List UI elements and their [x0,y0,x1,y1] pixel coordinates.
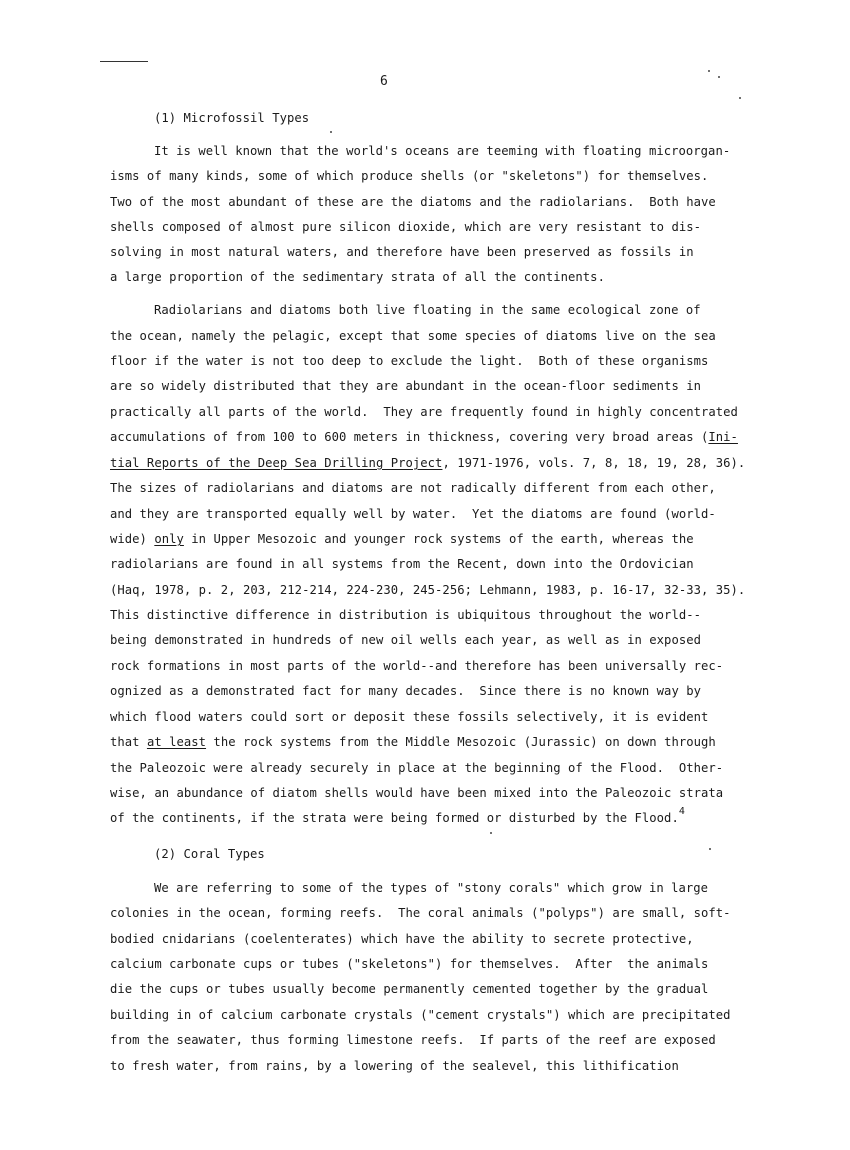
paragraph-line: Radiolarians and diatoms both live floating in the same ecological zone of [154,303,701,317]
scan-speck [718,76,720,78]
paragraph-line: It is well known that the world's oceans are teeming with floating microorgan- [154,144,731,158]
paragraph-line: floor if the water is not too deep to exclude the light. Both of these organisms [110,354,709,368]
paragraph-line: (Haq, 1978, p. 2, 203, 212-214, 224-230, 245-256; Lehmann, 1983, p. 16-17, 32-33, 35). [110,583,746,597]
text-run: the rock systems from the Middle Mesozoic (Jurassic) on down through [206,735,716,749]
text-run: , 1971-1976, vols. 7, 8, 18, 19, 28, 36). [442,456,746,470]
header-rule [100,61,148,62]
paragraph-line: radiolarians are found in all systems from the Recent, down into the Ordovician [110,557,694,571]
text-run: in Upper Mesozoic and younger rock systems of the earth, whereas the [183,532,694,546]
paragraph-line: The sizes of radiolarians and diatoms are not radically different from each other, [110,481,716,495]
paragraph-line: building in of calcium carbonate crystals ("cement crystals") which are precipitated [110,1008,731,1022]
text-run: accumulations of from 100 to 600 meters in thickness, covering very broad areas ( [110,430,709,444]
paragraph-line: solving in most natural waters, and therefore have been preserved as fossils in [110,245,694,259]
paragraph-line: shells composed of almost pure silicon dioxide, which are very resistant to dis- [110,220,701,234]
page-number: 6 [380,74,388,89]
paragraph-line: ognized as a demonstrated fact for many decades. Since there is no known way by [110,684,701,698]
paragraph-line: being demonstrated in hundreds of new oil wells each year, as well as in exposed [110,633,701,647]
scan-speck [708,70,710,72]
paragraph-line: which flood waters could sort or deposit these fossils selectively, it is evident [110,710,709,724]
text-run: that [110,735,147,749]
paragraph-line: die the cups or tubes usually become permanently cemented together by the gradual [110,982,709,996]
paragraph-line [110,734,716,750]
paragraph-line: practically all parts of the world. They are frequently found in highly concentrated [110,405,738,419]
section-heading: (2) Coral Types [154,847,265,861]
paragraph-line [110,806,685,826]
paragraph-line: colonies in the ocean, forming reefs. The coral animals ("polyps") are small, soft- [110,906,731,920]
paragraph-line: the Paleozoic were already securely in place at the beginning of the Flood. Other- [110,761,724,775]
paragraph-line: bodied cnidarians (coelenterates) which have the ability to secrete protective, [110,932,694,946]
paragraph-line [110,455,745,471]
paragraph-line: the ocean, namely the pelagic, except that some species of diatoms live on the sea [110,329,716,343]
paragraph-line: Two of the most abundant of these are the diatoms and the radiolarians. Both have [110,195,716,209]
section-heading: (1) Microfossil Types [154,111,310,125]
paragraph-line: from the seawater, thus forming limestone reefs. If parts of the reef are exposed [110,1033,716,1047]
paragraph-line: and they are transported equally well by water. Yet the diatoms are found (world- [110,507,716,521]
scan-speck [739,97,741,99]
paragraph-line: to fresh water, from rains, by a lowering of the sealevel, this lithification [110,1059,679,1073]
paragraph-line: We are referring to some of the types of "stony corals" which grow in large [154,881,709,895]
paragraph-line: This distinctive difference in distribution is ubiquitous throughout the world-- [110,608,701,622]
paragraph-line: calcium carbonate cups or tubes ("skeletons") for themselves. After the animals [110,957,709,971]
underlined-text: at least [146,735,207,749]
scan-speck [490,832,492,834]
text-run: wide) [110,532,155,546]
scan-speck [709,848,711,850]
citation-title: tial Reports of the Deep Sea Drilling Project [110,456,443,470]
paragraph-line [110,531,694,547]
paragraph-line: rock formations in most parts of the world--and therefore has been universally rec- [110,659,724,673]
paragraph-line: wise, an abundance of diatom shells would have been mixed into the Paleozoic strata [110,786,724,800]
scan-speck [330,131,332,133]
text-run: of the continents, if the strata were being formed or disturbed by the Flood. [110,811,679,825]
underlined-text: Ini- [708,430,738,444]
paragraph-line: a large proportion of the sedimentary strata of all the continents. [110,270,605,284]
paragraph-line: isms of many kinds, some of which produce shells (or "skeletons") for themselves. [110,169,709,183]
underlined-text: only [154,532,184,546]
footnote-marker: 4 [678,806,685,817]
paragraph-line [110,429,738,445]
paragraph-line: are so widely distributed that they are abundant in the ocean-floor sediments in [110,379,701,393]
